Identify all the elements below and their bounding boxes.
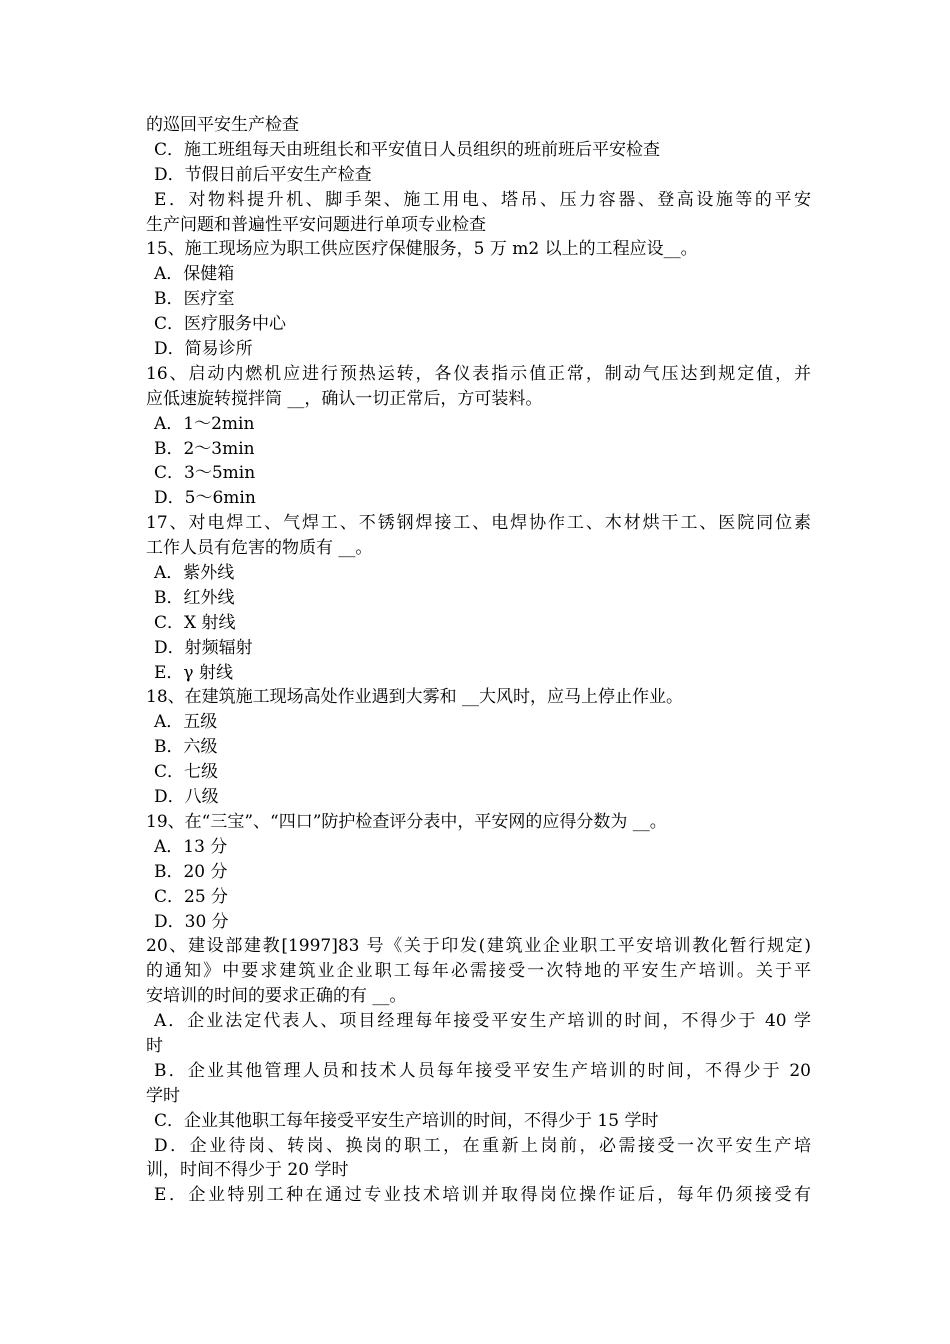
option-line: D．节假日前后平安生产检查 bbox=[154, 164, 372, 185]
continuation-line: 应低速旋转搅拌筒 __，确认一切正常后，方可装料。 bbox=[146, 388, 543, 409]
option-line: D．5～6min bbox=[154, 488, 256, 509]
option-line: B．企业其他管理人员和技术人员每年接受平安生产培训的时间，不得少于 20 bbox=[154, 1060, 811, 1081]
option-line: E．γ 射线 bbox=[154, 662, 233, 683]
continuation-line: 的通知》中要求建筑业企业职工每年必需接受一次特地的平安生产培训。关于平 bbox=[146, 961, 811, 982]
option-line: B．20 分 bbox=[154, 861, 228, 882]
option-line: A．五级 bbox=[154, 712, 218, 733]
continuation-line: 的巡回平安生产检查 bbox=[146, 115, 299, 135]
continuation-line: 生产问题和普遍性平安问题进行单项专业检查 bbox=[146, 214, 486, 235]
option-line: C．医疗服务中心 bbox=[154, 314, 287, 335]
option-line: A．保健箱 bbox=[154, 264, 235, 285]
option-line: C．企业其他职工每年接受平安生产培训的时间，不得少于 15 学时 bbox=[154, 1110, 659, 1131]
option-line: D．简易诊所 bbox=[154, 339, 253, 360]
continuation-line: 时 bbox=[146, 1035, 163, 1056]
option-line: C．七级 bbox=[154, 762, 219, 783]
question-line: 17、对电焊工、气焊工、不锈钢焊接工、电焊协作工、木材烘干工、医院同位素 bbox=[146, 513, 811, 534]
question-line: 20、建设部建教[1997]83 号《关于印发(建筑业企业职工平安培训教化暂行规定) bbox=[146, 936, 811, 957]
continuation-line: 工作人员有危害的物质有 __。 bbox=[146, 538, 373, 559]
question-line: 15、施工现场应为职工供应医疗保健服务，5 万 m2 以上的工程应设__。 bbox=[146, 239, 698, 260]
option-line: A．1～2min bbox=[154, 413, 255, 434]
option-line: E．企业特别工种在通过专业技术培训并取得岗位操作证后，每年仍须接受有 bbox=[154, 1185, 811, 1206]
option-line: B．红外线 bbox=[154, 587, 235, 608]
document-page bbox=[146, 113, 811, 1208]
option-line: C．施工班组每天由班组长和平安值日人员组织的班前班后平安检查 bbox=[154, 139, 661, 160]
question-line: 19、在“三宝”、“四口”防护检查评分表中，平安网的应得分数为 __。 bbox=[146, 811, 667, 832]
continuation-line: 学时 bbox=[146, 1085, 180, 1106]
option-line: A．13 分 bbox=[154, 836, 228, 857]
option-line: A．紫外线 bbox=[154, 563, 235, 584]
option-line: C．X 射线 bbox=[154, 612, 236, 633]
option-line: D．企业待岗、转岗、换岗的职工，在重新上岗前，必需接受一次平安生产培 bbox=[154, 1135, 811, 1156]
option-line: B．医疗室 bbox=[154, 289, 235, 310]
option-line: C．25 分 bbox=[154, 886, 229, 907]
question-line: 18、在建筑施工现场高处作业遇到大雾和 __大风时，应马上停止作业。 bbox=[146, 687, 684, 708]
option-line: B．六级 bbox=[154, 737, 218, 758]
option-line: E．对物料提升机、脚手架、施工用电、塔吊、压力容器、登高设施等的平安 bbox=[154, 189, 811, 210]
option-line: A．企业法定代表人、项目经理每年接受平安生产培训的时间，不得少于 40 学 bbox=[154, 1011, 811, 1032]
continuation-line: 安培训的时间的要求正确的有 __。 bbox=[146, 986, 407, 1007]
question-line: 16、启动内燃机应进行预热运转，各仪表指示值正常，制动气压达到规定值，并 bbox=[146, 363, 811, 384]
option-line: D．射频辐射 bbox=[154, 637, 253, 658]
continuation-line: 训，时间不得少于 20 学时 bbox=[146, 1160, 349, 1181]
option-line: D．30 分 bbox=[154, 911, 229, 932]
option-line: D．八级 bbox=[154, 787, 219, 808]
option-line: C．3～5min bbox=[154, 463, 256, 484]
option-line: B．2～3min bbox=[154, 438, 255, 459]
